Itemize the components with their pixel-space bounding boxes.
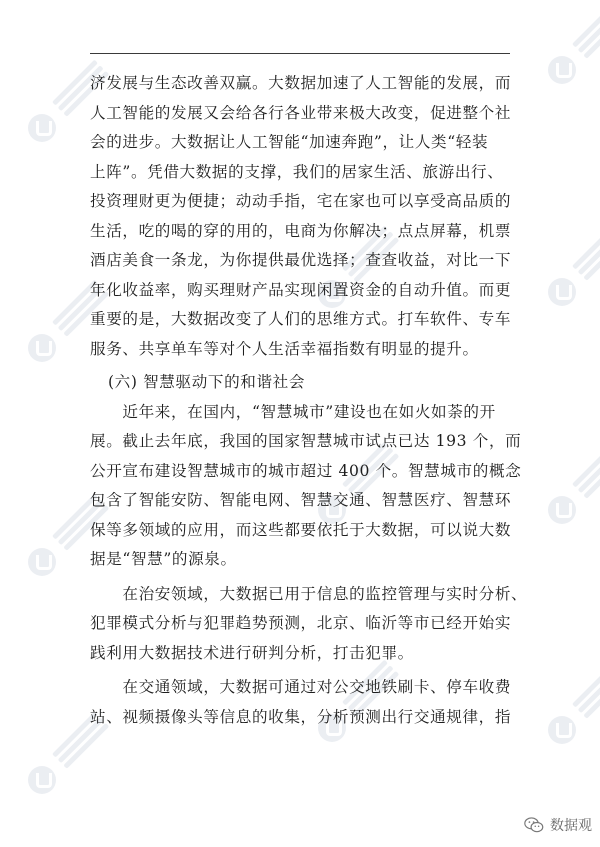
watermark-logo-icon bbox=[548, 474, 600, 546]
text-line: 犯罪模式分析与犯罪趋势预测，北京、临沂等市已经开始实 bbox=[90, 614, 512, 632]
text-line: 年化收益率，购买理财产品实现闲置资金的自动升值。而更 bbox=[90, 280, 512, 299]
text-line: 上阵”。凭借大数据的支撑，我们的居家生活、旅游出行、 bbox=[90, 162, 504, 181]
text-line: 包含了智能安防、智能电网、智慧交通、智慧医疗、智慧环 bbox=[90, 491, 512, 509]
watermark-logo-icon bbox=[548, 694, 600, 766]
text-line: 据是“智慧”的源泉。 bbox=[90, 550, 237, 568]
text-line: 重要的是，大数据改变了人们的思维方式。打车软件、专车 bbox=[90, 310, 512, 328]
text-line: 践利用大数据技术进行研判分析，打击犯罪。 bbox=[90, 643, 414, 662]
header-rule bbox=[90, 53, 510, 54]
body-text bbox=[90, 69, 528, 732]
text-line: 济发展与生态改善双赢。大数据加速了人工智能的发展，而 bbox=[90, 74, 512, 92]
text-line: 公开宣布建设智慧城市的城市超过 400 个。智慧城市的概念 bbox=[90, 461, 522, 480]
account-name: 数据观 bbox=[550, 818, 592, 834]
text-line: 会的进步。大数据让人工智能“加速奔跑”，让人类“轻装 bbox=[90, 133, 489, 151]
text-line: 酒店美食一条龙，为你提供最优选择；查查收益，对比一下 bbox=[90, 251, 512, 269]
text-line: 服务、共享单车等对个人生活幸福指数有明显的提升。 bbox=[90, 339, 479, 358]
watermark-logo-icon bbox=[548, 34, 600, 106]
wechat-account-badge[interactable] bbox=[524, 813, 592, 837]
watermark-logo-icon bbox=[28, 744, 100, 816]
text-line: 站、视频摄像头等信息的收集，分析预测出行交通规律，指 bbox=[90, 707, 512, 726]
text-line: 生活，吃的喝的穿的用的，电商为你解决；点点屏幕，机票 bbox=[90, 221, 512, 240]
wechat-icon bbox=[524, 816, 544, 834]
text-line: 投资理财更为便捷；动动手指，宅在家也可以享受高品质的 bbox=[90, 192, 512, 210]
section-heading: (六) 智慧驱动下的和谐社会 bbox=[108, 373, 306, 391]
text-line: 在治安领域，大数据已用于信息的监控管理与实时分析、 bbox=[90, 584, 528, 603]
text-line: 在交通领域，大数据可通过对公交地铁刷卡、停车收费 bbox=[90, 678, 512, 696]
text-line: 近年来，在国内，“智慧城市”建设也在如火如荼的开 bbox=[90, 402, 496, 421]
watermark-logo-icon bbox=[548, 256, 600, 328]
text-line: 人工智能的发展又会给各行各业带来极大改变，促进整个社 bbox=[90, 103, 512, 122]
text-line: 展。截止去年底，我国的国家智慧城市试点已达 193 个，而 bbox=[90, 432, 522, 450]
text-line: 保等多领域的应用，而这些都要依托于大数据，可以说大数 bbox=[90, 520, 512, 539]
